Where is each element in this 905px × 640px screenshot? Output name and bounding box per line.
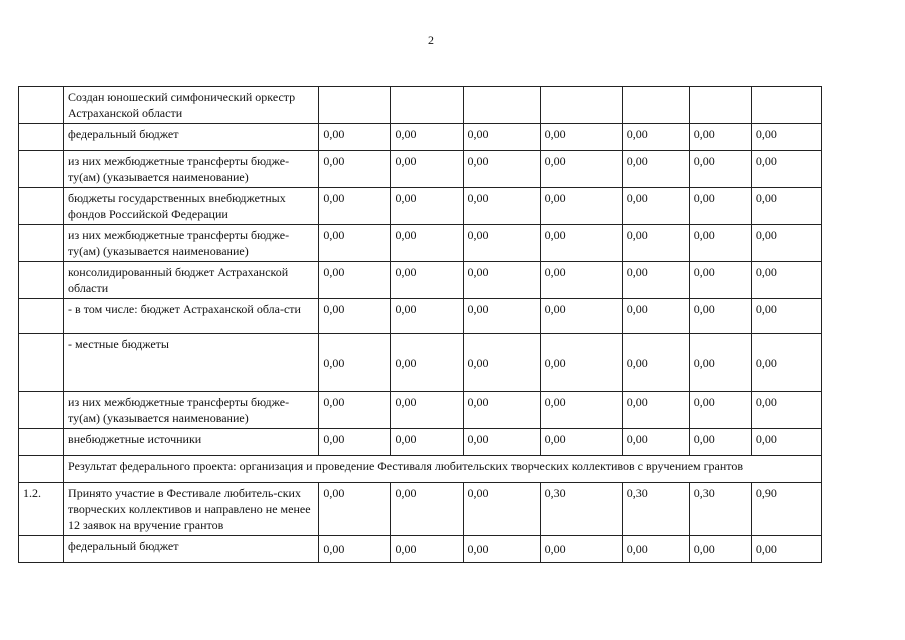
value-cell: 0,00: [463, 151, 540, 188]
table-row: [19, 536, 822, 563]
value-cell: 0,00: [540, 392, 622, 429]
value-cell: 0,00: [689, 536, 751, 563]
value-cell: 0,00: [463, 262, 540, 299]
value-cell: [391, 87, 463, 124]
value-cell: 0,00: [622, 225, 689, 262]
row-number: [19, 456, 64, 483]
value-cell: 0,00: [622, 151, 689, 188]
value-cell: 0,00: [540, 225, 622, 262]
row-number: [19, 299, 64, 334]
value-cell: 0,00: [622, 299, 689, 334]
value-cell: 0,00: [622, 262, 689, 299]
value-cell: 0,00: [689, 392, 751, 429]
value-cell: 0,00: [689, 262, 751, 299]
value-cell: 0,00: [751, 225, 821, 262]
row-label: Принято участие в Фестивале любитель-ских творческих коллективов и направлено не менее 12 заявок на вручение грантов: [64, 483, 319, 536]
table-row: [19, 87, 822, 124]
row-label: из них межбюджетные трансферты бюдже-ту(ам) (указывается наименование): [64, 151, 319, 188]
value-cell: 0,00: [689, 429, 751, 456]
value-cell: 0,00: [463, 392, 540, 429]
value-cell: 0,00: [689, 151, 751, 188]
table-row: [19, 334, 822, 392]
value-cell: 0,90: [751, 483, 821, 536]
value-cell: 0,00: [319, 299, 391, 334]
value-cell: [463, 87, 540, 124]
row-number: [19, 124, 64, 151]
value-cell: [540, 87, 622, 124]
table-row: [19, 262, 822, 299]
row-number: [19, 188, 64, 225]
value-cell: 0,00: [540, 188, 622, 225]
value-cell: 0,00: [540, 262, 622, 299]
value-cell: 0,00: [391, 536, 463, 563]
value-cell: 0,00: [689, 124, 751, 151]
table-row: [19, 429, 822, 456]
value-cell: 0,00: [319, 334, 391, 392]
row-number: [19, 151, 64, 188]
row-number: [19, 225, 64, 262]
value-cell: 0,00: [751, 334, 821, 392]
value-cell: 0,00: [540, 151, 622, 188]
value-cell: [319, 87, 391, 124]
row-number: [19, 536, 64, 563]
row-label: - местные бюджеты: [64, 334, 319, 392]
value-cell: 0,00: [540, 536, 622, 563]
row-label: - в том числе: бюджет Астраханской обла-сти: [64, 299, 319, 334]
table-row: [19, 124, 822, 151]
value-cell: 0,00: [319, 262, 391, 299]
value-cell: 0,00: [391, 483, 463, 536]
table-row: [19, 392, 822, 429]
section-heading: Результат федерального проекта: организация и проведение Фестиваля любительских творческих коллективов с вручением грантов: [64, 456, 822, 483]
row-number: [19, 429, 64, 456]
value-cell: 0,00: [319, 151, 391, 188]
value-cell: 0,00: [622, 429, 689, 456]
value-cell: 0,00: [391, 299, 463, 334]
value-cell: 0,00: [391, 429, 463, 456]
page-number: 2: [428, 33, 434, 47]
value-cell: 0,00: [319, 225, 391, 262]
row-label: консолидированный бюджет Астраханской области: [64, 262, 319, 299]
value-cell: 0,00: [689, 188, 751, 225]
row-number: [19, 262, 64, 299]
table-row: [19, 456, 822, 483]
value-cell: 0,00: [751, 124, 821, 151]
row-label: из них межбюджетные трансферты бюдже-ту(ам) (указывается наименование): [64, 225, 319, 262]
value-cell: 0,00: [463, 225, 540, 262]
value-cell: 0,00: [391, 262, 463, 299]
value-cell: 0,00: [622, 124, 689, 151]
value-cell: 0,00: [391, 392, 463, 429]
value-cell: 0,00: [463, 429, 540, 456]
value-cell: 0,00: [540, 124, 622, 151]
value-cell: 0,00: [622, 188, 689, 225]
value-cell: [689, 87, 751, 124]
row-number: [19, 334, 64, 392]
row-number: 1.2.: [19, 483, 64, 536]
value-cell: 0,00: [391, 188, 463, 225]
row-label: федеральный бюджет: [64, 124, 319, 151]
table-row: [19, 299, 822, 334]
value-cell: 0,00: [751, 429, 821, 456]
table-row: [19, 151, 822, 188]
value-cell: 0,00: [622, 392, 689, 429]
value-cell: 0,00: [622, 334, 689, 392]
value-cell: 0,00: [319, 124, 391, 151]
value-cell: 0,00: [463, 188, 540, 225]
value-cell: 0,00: [751, 392, 821, 429]
value-cell: 0,00: [319, 188, 391, 225]
row-number: [19, 392, 64, 429]
value-cell: 0,00: [540, 429, 622, 456]
value-cell: 0,00: [622, 536, 689, 563]
value-cell: 0,00: [689, 299, 751, 334]
value-cell: 0,00: [463, 334, 540, 392]
table-row: [19, 225, 822, 262]
row-label: внебюджетные источники: [64, 429, 319, 456]
value-cell: 0,00: [391, 225, 463, 262]
value-cell: 0,00: [391, 151, 463, 188]
value-cell: 0,00: [391, 124, 463, 151]
value-cell: 0,00: [319, 392, 391, 429]
value-cell: 0,00: [751, 262, 821, 299]
value-cell: 0,00: [751, 151, 821, 188]
value-cell: 0,30: [689, 483, 751, 536]
value-cell: 0,00: [463, 299, 540, 334]
value-cell: 0,00: [463, 483, 540, 536]
row-number: [19, 87, 64, 124]
value-cell: 0,00: [391, 334, 463, 392]
value-cell: 0,00: [689, 334, 751, 392]
row-label: федеральный бюджет: [64, 536, 319, 563]
table-row: [19, 188, 822, 225]
value-cell: 0,00: [751, 536, 821, 563]
value-cell: 0,00: [463, 124, 540, 151]
row-label: Создан юношеский симфонический оркестр Астраханской области: [64, 87, 319, 124]
value-cell: 0,00: [319, 429, 391, 456]
value-cell: 0,00: [319, 536, 391, 563]
value-cell: [622, 87, 689, 124]
value-cell: 0,30: [540, 483, 622, 536]
value-cell: [751, 87, 821, 124]
value-cell: 0,00: [463, 536, 540, 563]
value-cell: 0,00: [540, 299, 622, 334]
value-cell: 0,00: [540, 334, 622, 392]
budget-table: [18, 86, 822, 563]
table-row: [19, 483, 822, 536]
value-cell: 0,30: [622, 483, 689, 536]
value-cell: 0,00: [751, 188, 821, 225]
row-label: бюджеты государственных внебюджетных фондов Российской Федерации: [64, 188, 319, 225]
value-cell: 0,00: [689, 225, 751, 262]
value-cell: 0,00: [319, 483, 391, 536]
value-cell: 0,00: [751, 299, 821, 334]
row-label: из них межбюджетные трансферты бюдже-ту(ам) (указывается наименование): [64, 392, 319, 429]
